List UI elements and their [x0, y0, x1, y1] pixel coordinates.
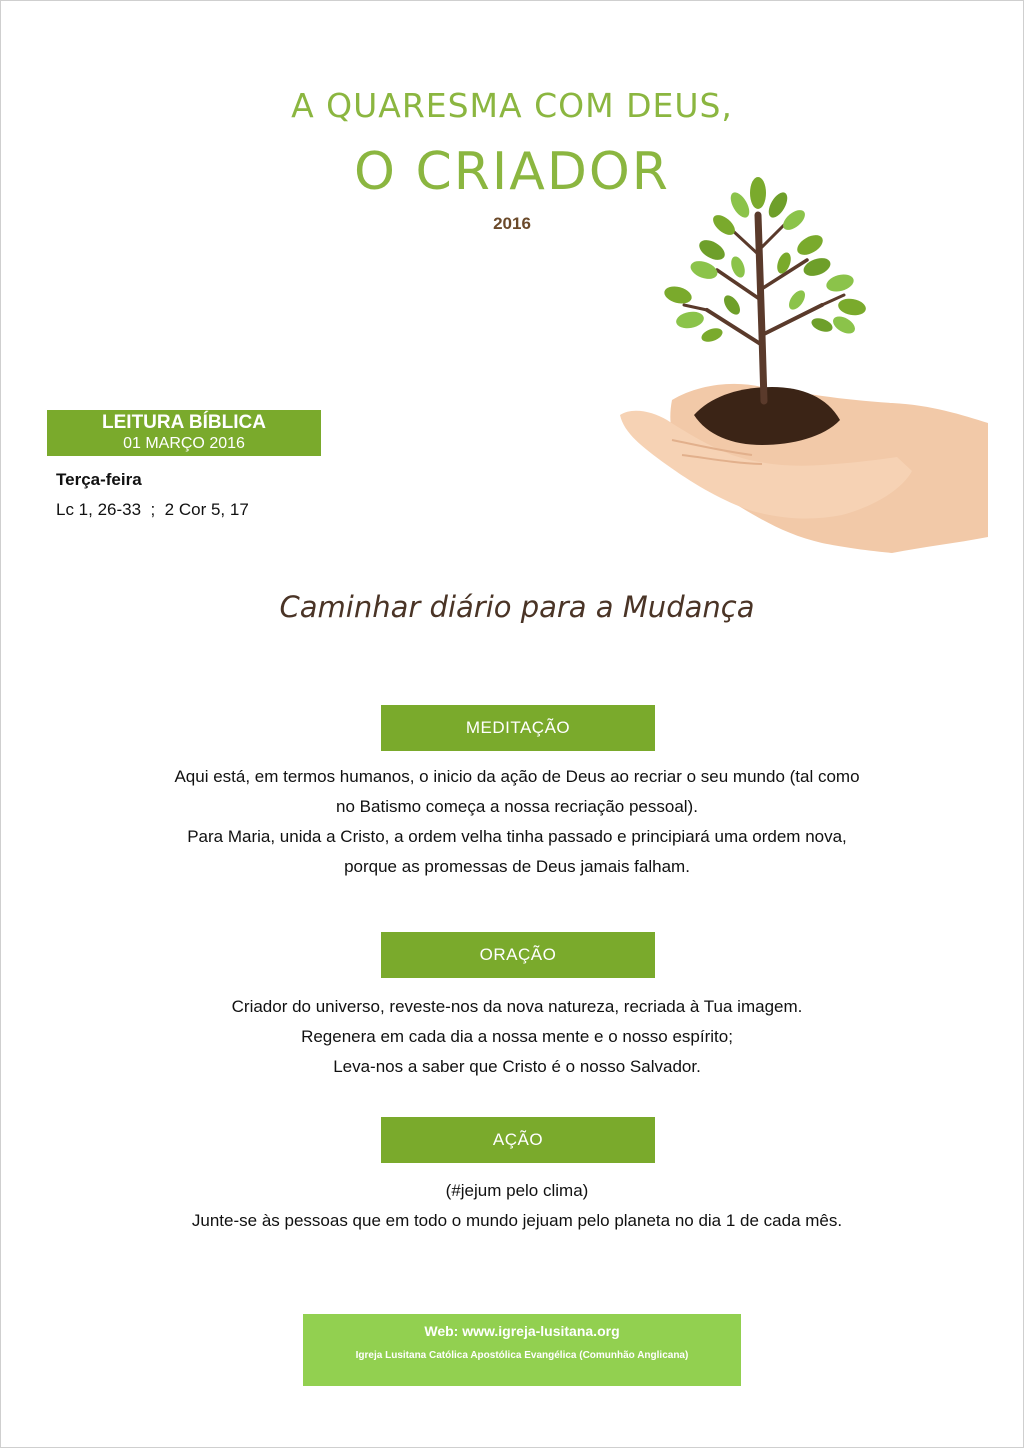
action-heading: AÇÃO — [381, 1117, 655, 1163]
weekday: Terça-feira — [56, 470, 142, 489]
meditation-line: no Batismo começa a nossa recriação pessoal). — [336, 797, 698, 816]
meditation-text — [0, 762, 1024, 882]
meditation-line: Aqui está, em termos humanos, o inicio da ação de Deus ao recriar o seu mundo (tal como — [174, 767, 860, 786]
action-line: (#jejum pelo clima) — [445, 1181, 589, 1200]
prayer-line: Criador do universo, reveste-nos da nova natureza, recriada à Tua imagem. — [231, 997, 803, 1016]
reading-date: 01 MARÇO 2016 — [123, 435, 245, 452]
meditation-line: Para Maria, unida a Cristo, a ordem velha tinha passado e principiará uma ordem nova, — [187, 827, 847, 846]
meditation-line: porque as promessas de Deus jamais falham. — [344, 857, 690, 876]
subtitle: Caminhar diário para a Mudança — [279, 590, 755, 624]
prayer-line: Leva-nos a saber que Cristo é o nosso Salvador. — [333, 1057, 701, 1076]
reading-label: LEITURA BÍBLICA — [102, 412, 266, 433]
footer-org-name: Igreja Lusitana Católica Apostólica Evangélica (Comunhão Anglicana) — [355, 1350, 689, 1361]
title-line-2: O CRIADOR — [354, 142, 670, 202]
footer-web-link[interactable]: Web: www.igreja-lusitana.org — [424, 1323, 620, 1339]
reading-header — [47, 410, 321, 456]
prayer-line: Regenera em cada dia a nossa mente e o nosso espírito; — [301, 1027, 733, 1046]
bible-references: Lc 1, 26-33 ; 2 Cor 5, 17 — [56, 500, 249, 519]
footer-box — [303, 1314, 741, 1386]
prayer-text — [0, 992, 1024, 1082]
hands-tree-illustration — [612, 175, 990, 555]
action-line: Junte-se às pessoas que em todo o mundo jejuam pelo planeta no dia 1 de cada mês. — [191, 1211, 843, 1230]
year: 2016 — [493, 214, 531, 233]
prayer-heading: ORAÇÃO — [381, 932, 655, 978]
title-line-1: A QUARESMA COM DEUS, — [291, 86, 733, 125]
meditation-heading: MEDITAÇÃO — [381, 705, 655, 751]
tree-trunk — [758, 215, 764, 401]
action-text — [0, 1176, 1024, 1236]
